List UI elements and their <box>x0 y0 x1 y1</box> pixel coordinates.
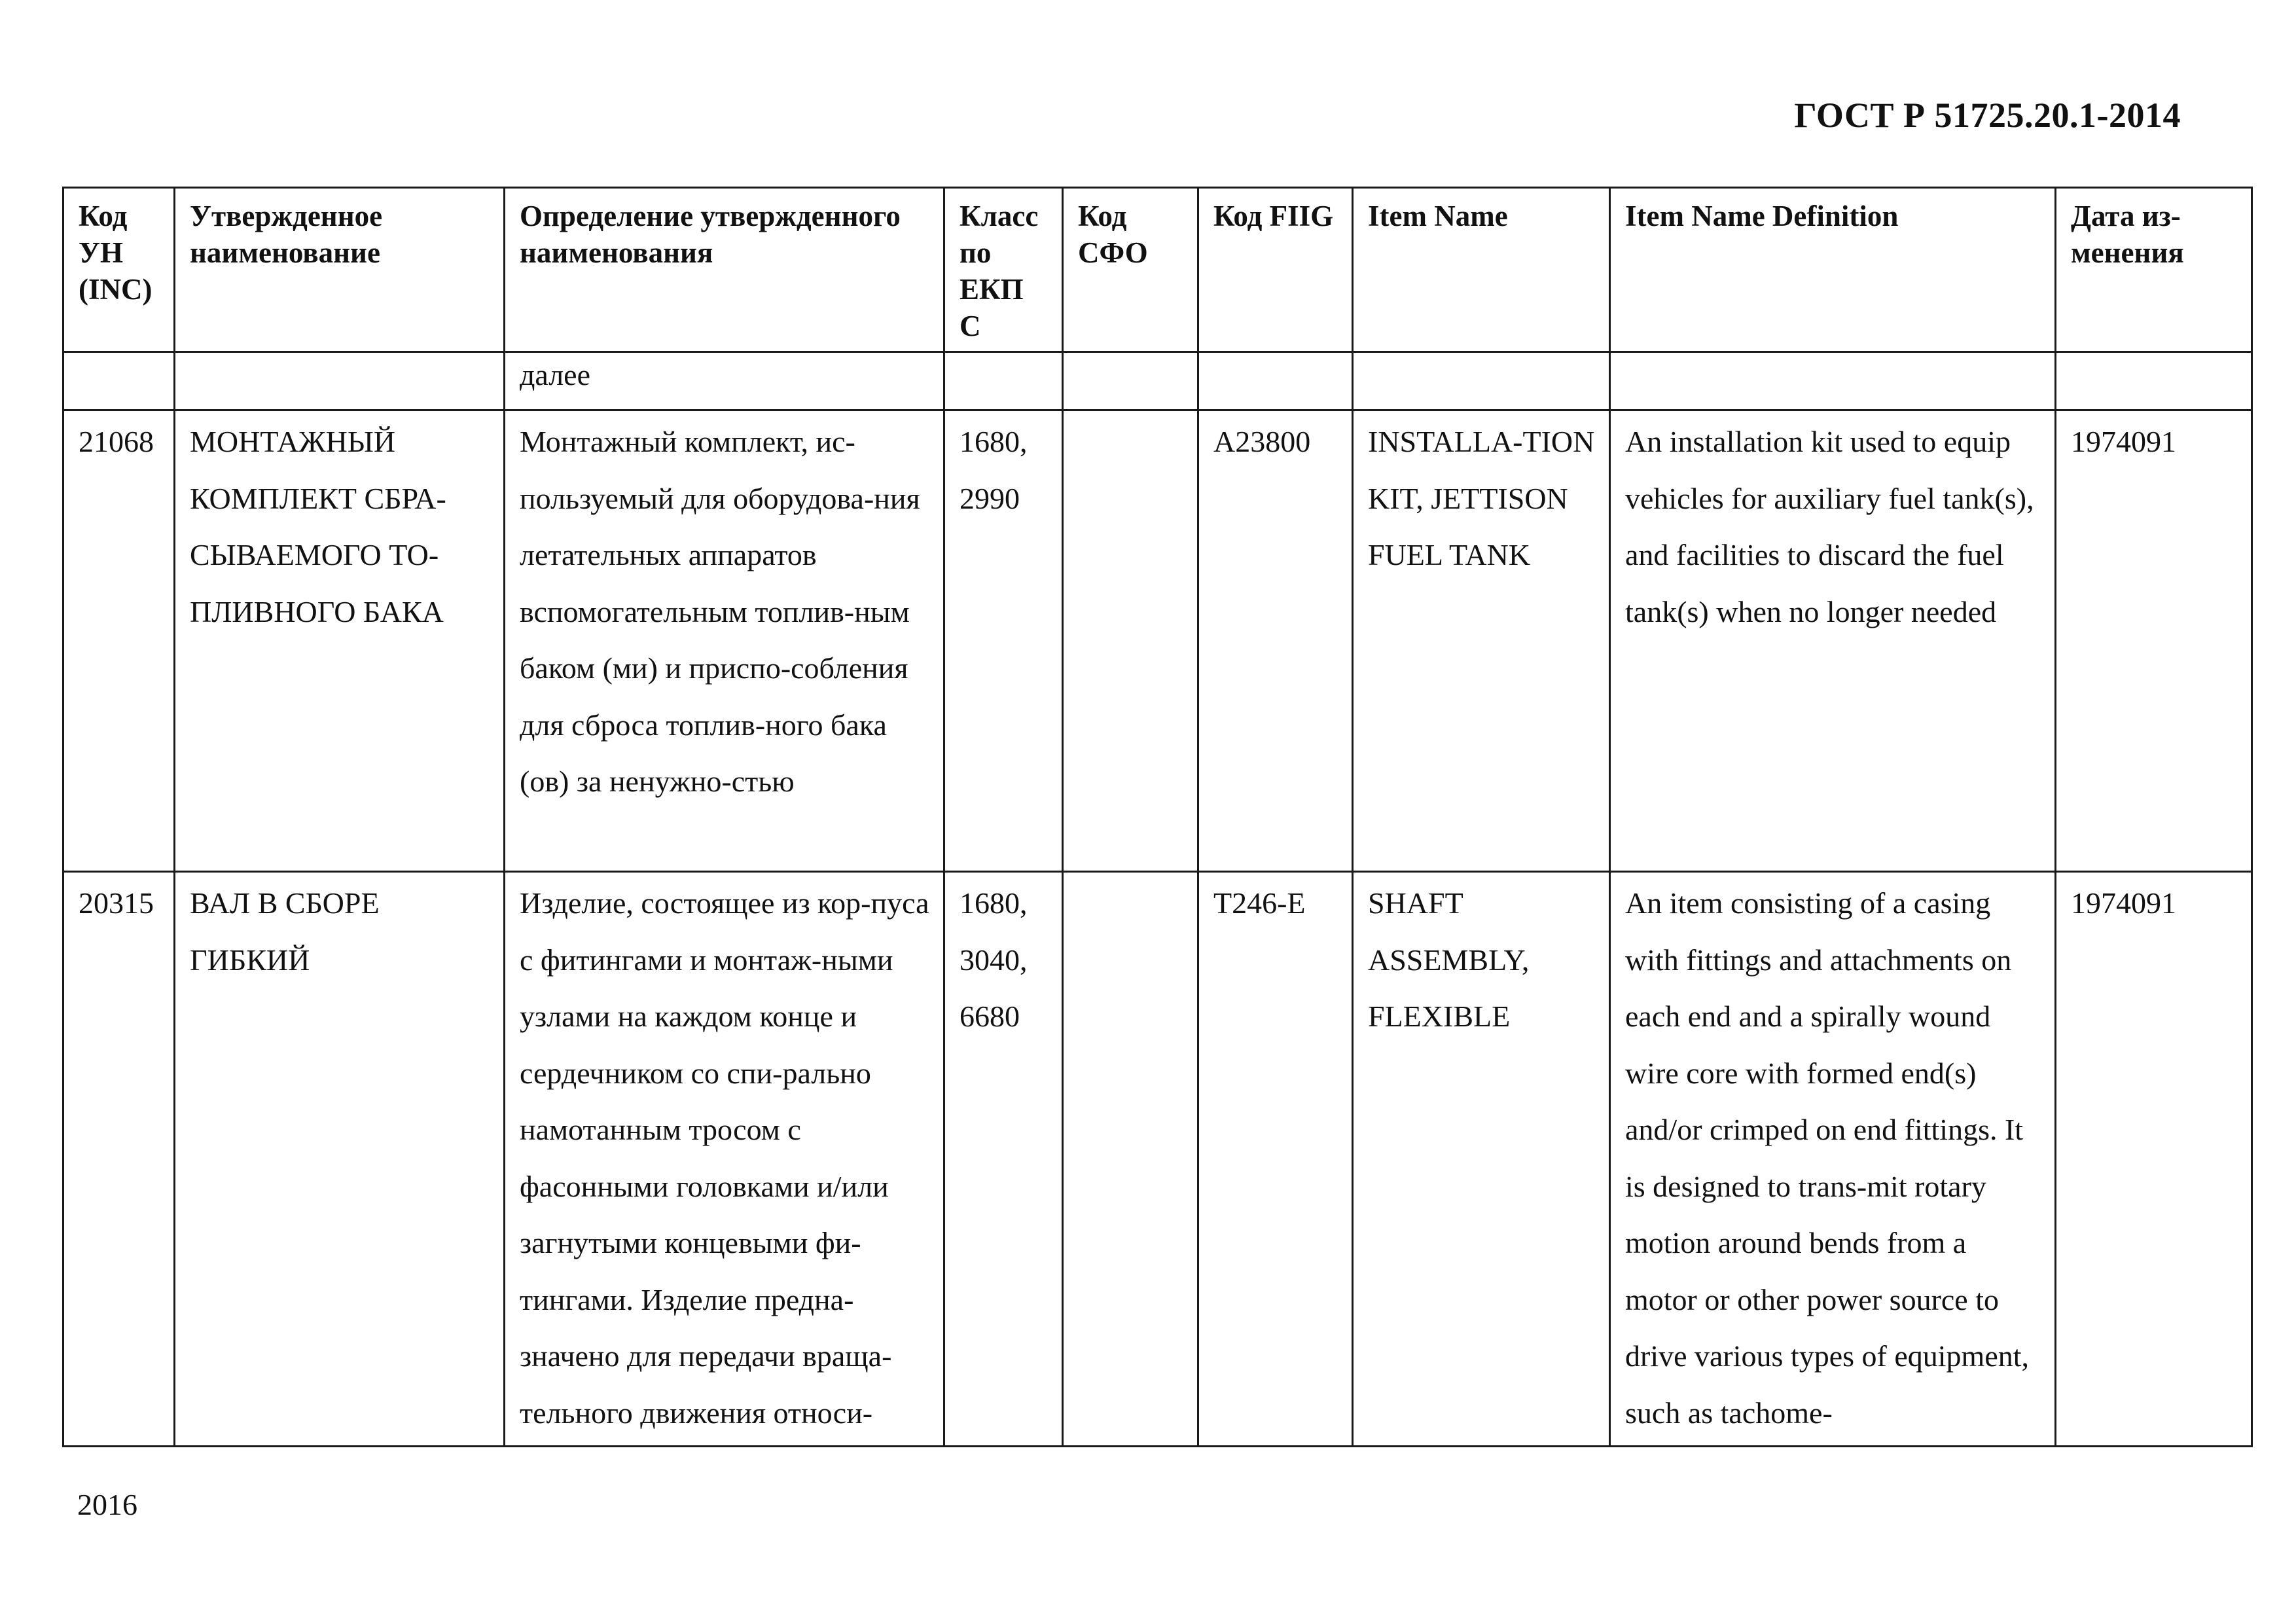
standard-designation: ГОСТ Р 51725.20.1-2014 <box>1794 96 2181 135</box>
col-header-item-definition: Item Name Definition <box>1610 188 2056 352</box>
col-header-approved-name: Утвержденное наименование <box>175 188 505 352</box>
cell-sfo-code <box>1063 872 1198 1447</box>
cell-sfo-code <box>1063 410 1198 872</box>
col-header-inc: Код УН (INC) <box>63 188 175 352</box>
col-header-definition: Определение утвержденного наименования <box>505 188 944 352</box>
cell-fiig: T246-E <box>1198 872 1353 1447</box>
col-header-fiig: Код FIIG <box>1198 188 1353 352</box>
col-header-sfo-code: Код СФО <box>1063 188 1198 352</box>
cell-item-definition: An item consisting of a casing with fittings and attachments on each end and a spirally wound wire core with formed end(s) and/or crimped on end fittings. It is designed to trans-mit rotary motion around bends from a motor or other power source to drive various types of equipment, such as tachome- <box>1610 872 2056 1447</box>
cell-date: 1974091 <box>2056 872 2252 1447</box>
cell-definition: Изделие, состоящее из кор-пуса с фитингами и монтаж-ными узлами на каждом конце и сердечником со спи-рально намотанным тросом с фасонными головками и/или загнутыми концевыми фи-тингами. Изделие предна-значено для передачи враща-тельного движения относи- <box>505 872 944 1447</box>
cell-definition: Монтажный комплект, ис-пользуемый для оборудова-ния летательных аппаратов вспомогательным топлив-ным баком (ми) и приспо-собления для сброса топлив-ного бака (ов) за ненужно-стью <box>505 410 944 872</box>
page-number: 2016 <box>77 1488 137 1521</box>
cell-empty <box>1198 352 1353 410</box>
cell-empty <box>944 352 1063 410</box>
cell-empty <box>2056 352 2252 410</box>
table-row <box>63 872 2252 1447</box>
cell-inc: 20315 <box>63 872 175 1447</box>
cell-item-definition: An installation kit used to equip vehicles for auxiliary fuel tank(s), and facilities to discard the fuel tank(s) when no longer needed <box>1610 410 2056 872</box>
nomenclature-table <box>62 187 2253 1447</box>
cell-empty <box>63 352 175 410</box>
col-header-ekps-class: Класс по ЕКП С <box>944 188 1063 352</box>
cell-approved-name: МОНТАЖНЫЙ КОМПЛЕКТ СБРА-СЫВАЕМОГО ТО-ПЛИВНОГО БАКА <box>175 410 505 872</box>
col-header-date: Дата из-менения <box>2056 188 2252 352</box>
cell-item-name: INSTALLA-TION KIT, JETTISON FUEL TANK <box>1353 410 1610 872</box>
cell-empty <box>1353 352 1610 410</box>
cell-ekps-class: 1680, 3040, 6680 <box>944 872 1063 1447</box>
col-header-item-name: Item Name <box>1353 188 1610 352</box>
header-row <box>63 188 2252 352</box>
cell-empty <box>1610 352 2056 410</box>
cell-inc: 21068 <box>63 410 175 872</box>
cell-approved-name: ВАЛ В СБОРЕ ГИБКИЙ <box>175 872 505 1447</box>
table-row <box>63 410 2252 872</box>
cell-item-name: SHAFT ASSEMBLY, FLEXIBLE <box>1353 872 1610 1447</box>
cell-empty <box>175 352 505 410</box>
cell-date: 1974091 <box>2056 410 2252 872</box>
continuation-row <box>63 352 2252 410</box>
cell-empty <box>1063 352 1198 410</box>
continuation-text: далее <box>505 352 944 410</box>
cell-ekps-class: 1680, 2990 <box>944 410 1063 872</box>
cell-fiig: A23800 <box>1198 410 1353 872</box>
